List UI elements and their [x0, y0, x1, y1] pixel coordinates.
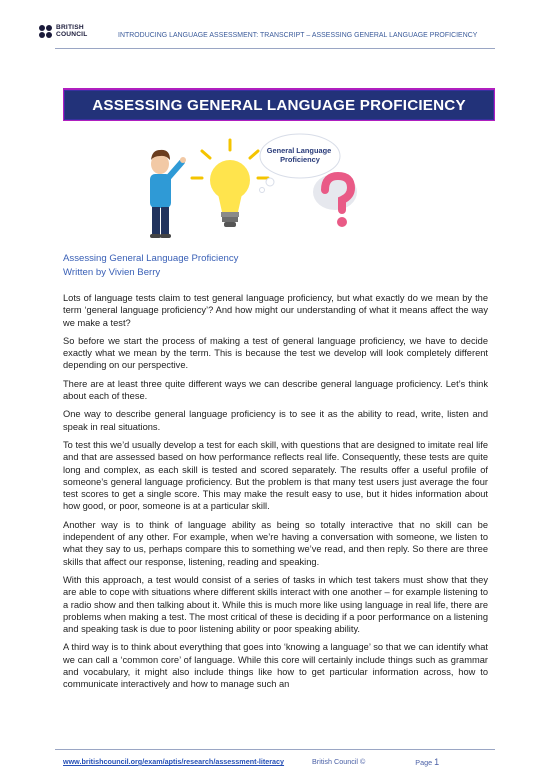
thinking-person-icon [150, 150, 186, 238]
paragraph: So before we start the process of making a test of general language proficiency, we have to decide exactly what we mean by the term. This is because the test we develop will look completely different depending on our perspective. [63, 335, 488, 371]
lightbulb-icon [192, 140, 268, 227]
paragraph: One way to describe general language proficiency is to see it as the ability to read, write, listen and speak in real situations. [63, 409, 488, 432]
page-label: Page [415, 758, 433, 767]
title-banner [63, 88, 495, 121]
paragraph: Another way is to think of language ability as being so totally interactive that no skill can be independent of any other. For example, when we’re having a conversation with someone, we listen to what they say to us, perhaps compare this to something we’ve read, and then reply. So there are three skills that affect our response, listening, reading and speaking. [63, 519, 488, 567]
page-number: 1 [434, 757, 440, 767]
british-council-logo[interactable] [39, 24, 87, 38]
paragraph: There are at least three quite different ways we can describe general language proficiency. Let’s think about each of these. [63, 378, 488, 402]
bubble-text: General Language Proficiency [266, 146, 332, 164]
page-header [39, 24, 500, 44]
paragraph: With this approach, a test would consist of a series of tasks in which test takers must show that they are able to cope with situations where different skills interact with one another – for example listening to a radio show and then talking about it. While this is much more like using language in real life, there are problems when making a test. The most critical of these is deciding if a poor performance on a listening and speaking task is due to poor listening ability or poor speaking ability. [63, 574, 488, 635]
page-title: ASSESSING GENERAL LANGUAGE PROFICIENCY [92, 96, 466, 114]
header-divider [55, 48, 495, 49]
footer-divider [55, 749, 495, 750]
logo-wordmark: BRITISH COUNCIL [56, 24, 88, 38]
page-indicator [415, 757, 439, 767]
footer-link[interactable]: www.britishcouncil.org/exam/aptis/research/assessment-literacy [63, 757, 285, 766]
header-title: INTRODUCING LANGUAGE ASSESSMENT: TRANSCRIPT – ASSESSING GENERAL LANGUAGE PROFICIENCY [118, 32, 478, 39]
question-mark-icon [313, 174, 357, 227]
article-author: Written by Vivien Berry [63, 267, 161, 278]
page-footer [63, 757, 493, 767]
article-subtitle: Assessing General Language Proficiency [63, 253, 239, 264]
logo-dots-icon [39, 25, 52, 38]
paragraph: Lots of language tests claim to test general language proficiency, but what exactly do we mean by the term ‘general language proficiency’? And how might our understanding of what it means affect the way we make a test? [63, 293, 488, 328]
paragraph: To test this we’d usually develop a test for each skill, with questions that are designed to imitate real life and that are assessed based on how performance reflects real life. Consequently, these tests are quite long and complex, as each skill is tested and scored separately. The results offer a useful profile of someone’s general language proficiency. But the problem is that many test users just average the four test scores to get a single score. This may make the result easy to use, but it hides information about how good, or poor, someone is at a particular skill. [63, 439, 488, 512]
paragraph: A third way is to think about everything that goes into ‘knowing a language’ so that we can identify what we can call a ‘common core’ of language. While this core will certainly include things such as grammar and vocabulary, it might also include things like how to get particular information across, how to communicate interactively and how to manage such an [63, 642, 488, 690]
article-body [63, 292, 488, 697]
lightbulb-illustration [130, 132, 420, 242]
copyright-text: British Council © [312, 757, 366, 766]
